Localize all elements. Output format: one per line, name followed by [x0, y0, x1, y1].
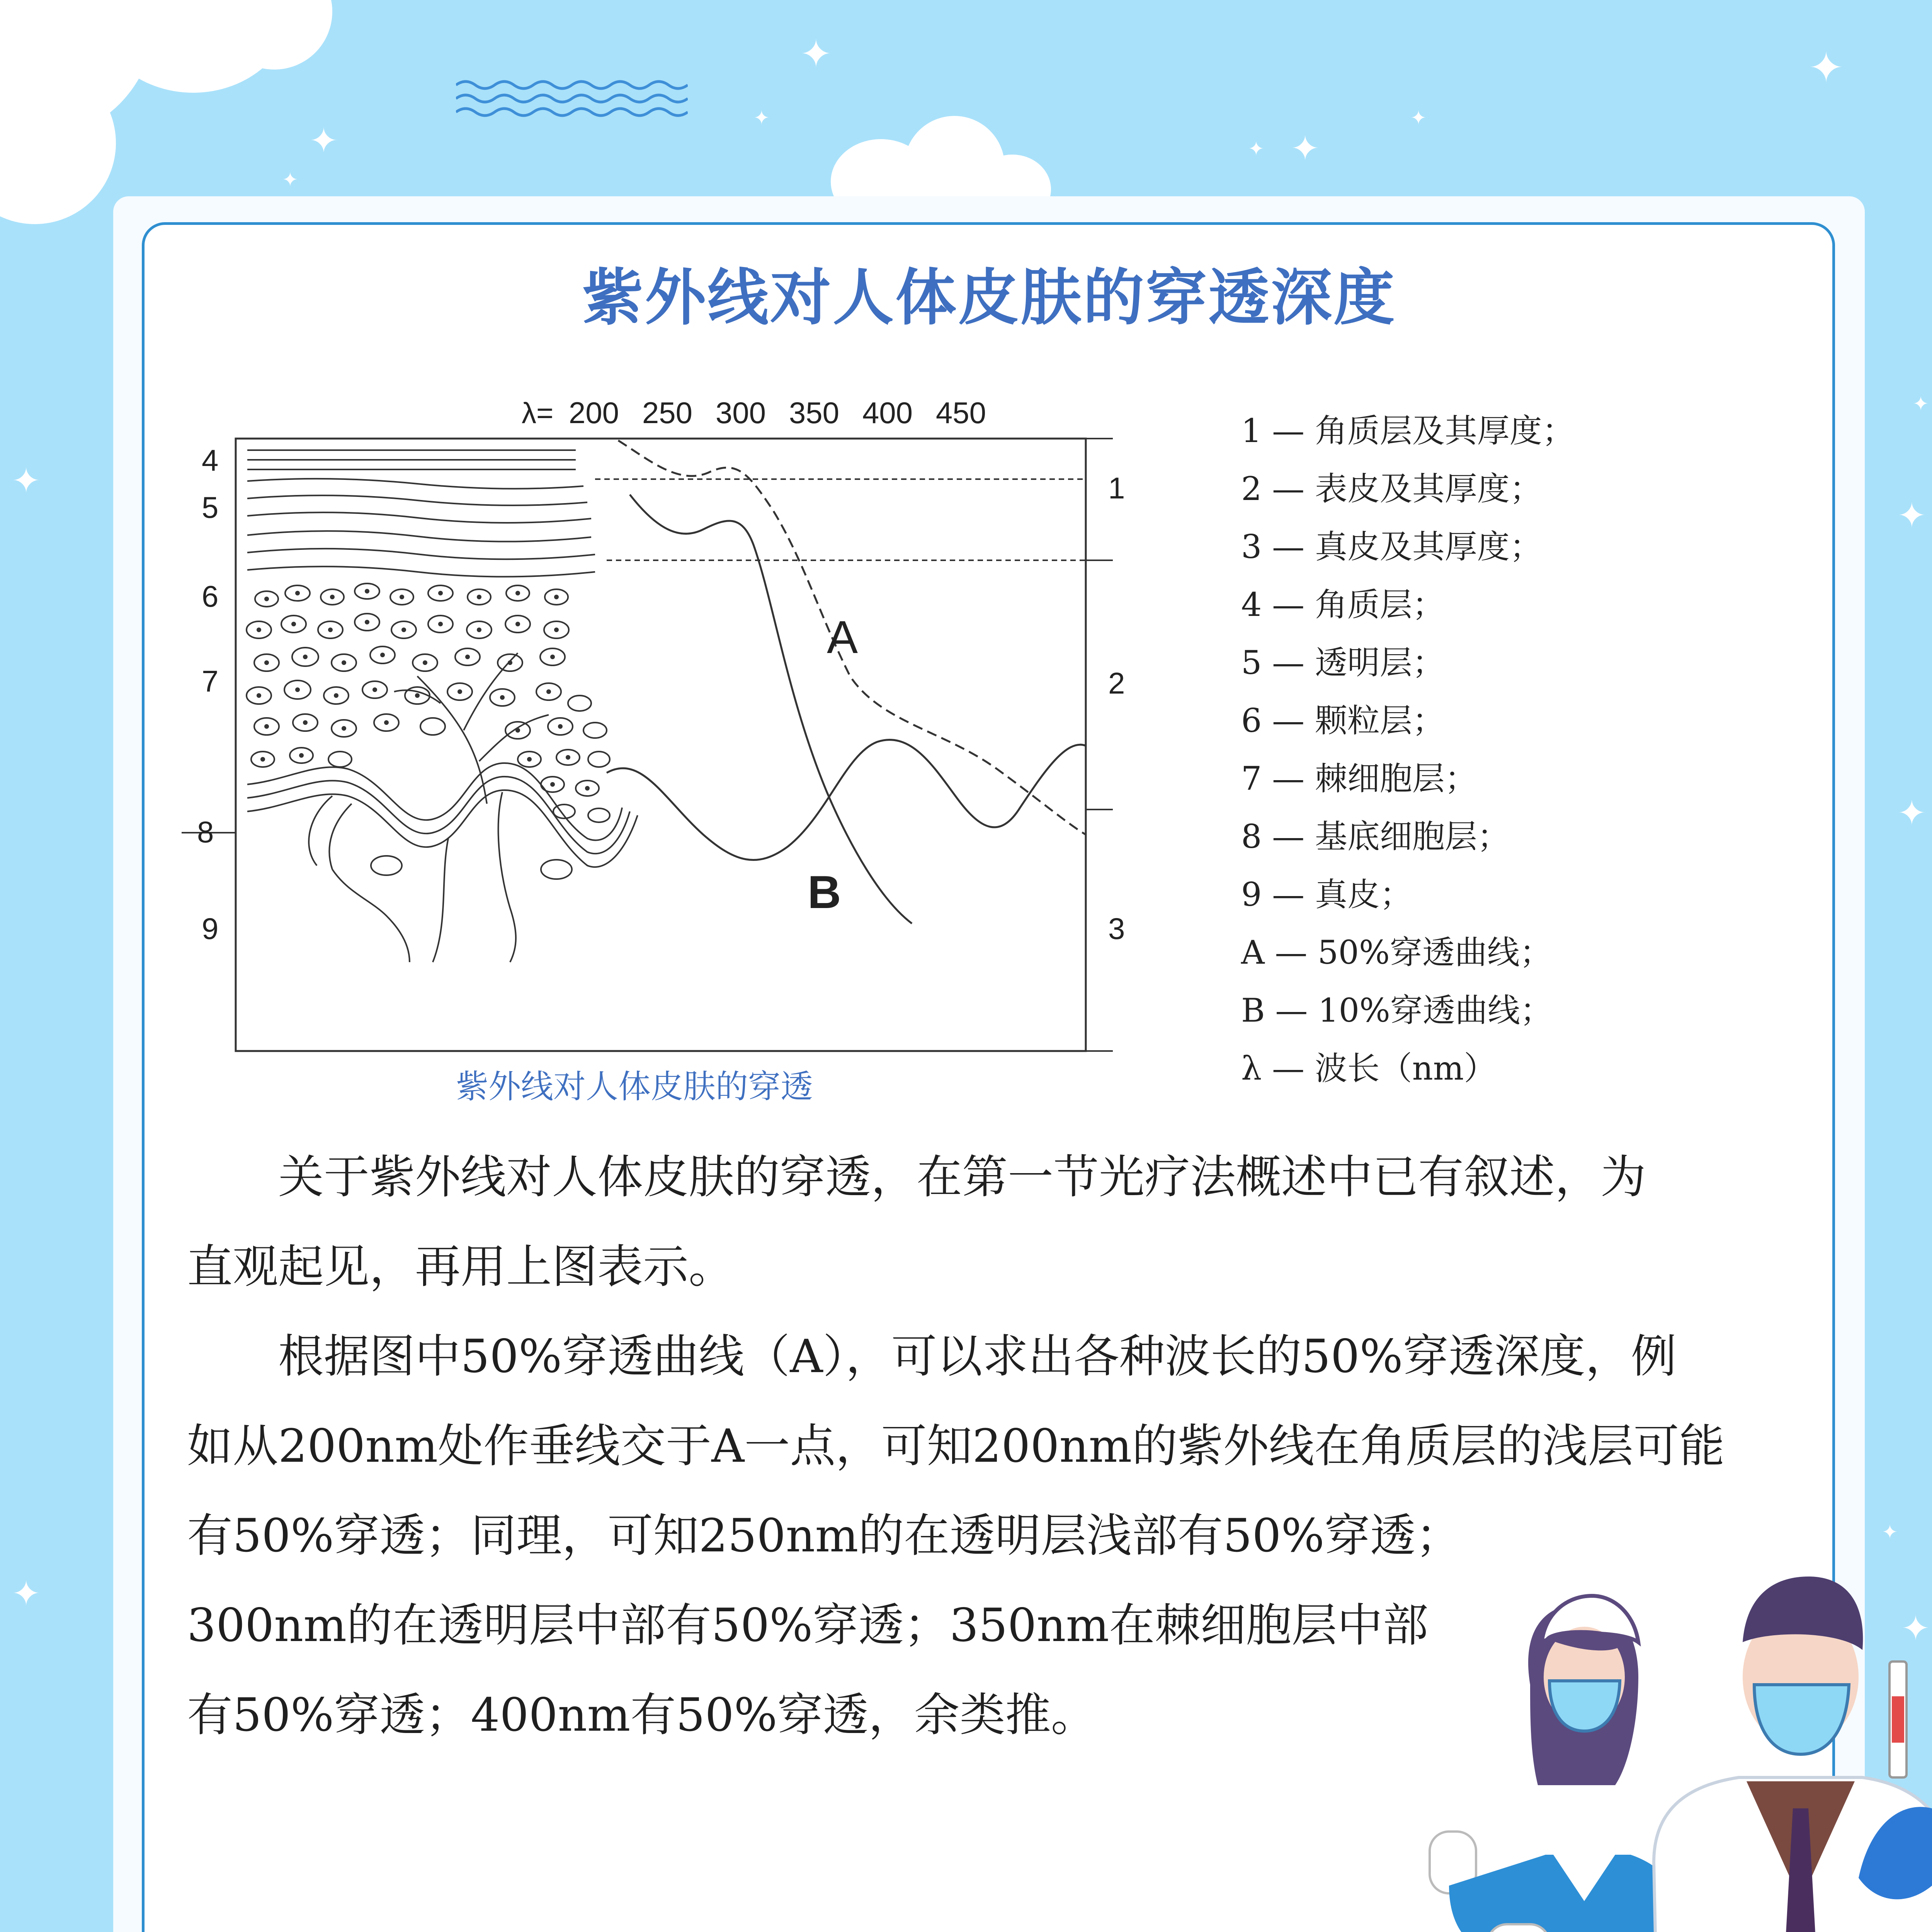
sparkle-icon: ✦: [800, 31, 832, 77]
wavelength-tick: 400: [862, 396, 913, 430]
zone-number: 3: [1108, 912, 1124, 946]
diagram-legend: [1241, 402, 1666, 1097]
wavelength-tick: 350: [789, 396, 840, 430]
paragraph-line: 根据图中50%穿透曲线（A），可以求出各种波长的50%穿透深度，例: [278, 1330, 1677, 1383]
legend-item: 4 — 角质层；: [1241, 586, 1445, 624]
curve-label-b: B: [808, 866, 841, 918]
sparkle-icon: ✦: [1913, 393, 1929, 415]
sparkle-icon: ✦: [753, 107, 770, 129]
legend-item: λ — 波长（nm）: [1241, 1049, 1497, 1087]
paragraph-line: 关于紫外线对人体皮肤的穿透，在第一节光疗法概述中已有叙述，为: [278, 1150, 1646, 1204]
sparkle-icon: ✦: [1248, 138, 1264, 160]
layer-number: 5: [202, 490, 219, 524]
wavelength-tick: 450: [935, 396, 986, 430]
medical-staff-illustration: [1383, 1515, 1932, 1932]
legend-item: 8 — 基底细胞层；: [1241, 818, 1510, 855]
curve-b-10-percent: [630, 495, 912, 923]
legend-item: 1 — 角质层及其厚度；: [1241, 412, 1575, 450]
wavelength-tick: 200: [568, 396, 619, 430]
diagram-svg: [170, 383, 1124, 1074]
doctor-figure: [1654, 1577, 1932, 1932]
sparkle-icon: ✦: [1808, 43, 1844, 92]
legend-item: 2 — 表皮及其厚度；: [1241, 470, 1542, 508]
paragraph-line: 300nm的在透明层中部有50%穿透；350nm在棘细胞层中部: [187, 1599, 1429, 1652]
sparkle-icon: ✦: [1882, 1521, 1898, 1543]
layer-lines: [247, 450, 595, 577]
page-title: 紫外线对人体皮肤的穿透深度: [582, 262, 1396, 333]
wavelength-ticks: [569, 396, 619, 430]
sparkle-icon: ✦: [12, 461, 41, 501]
wave-lines-decoration: [456, 77, 688, 120]
wavelength-tick: 250: [642, 396, 693, 430]
legend-item: 7 — 棘细胞层；: [1241, 760, 1477, 798]
wavelength-tick: 300: [715, 396, 766, 430]
layer-number: 4: [202, 443, 219, 477]
legend-item: 3 — 真皮及其厚度；: [1241, 528, 1542, 566]
sparkle-icon: ✦: [1901, 1608, 1930, 1649]
sparkle-icon: ✦: [282, 168, 298, 191]
sparkle-icon: ✦: [1410, 107, 1427, 129]
lambda-label: λ=: [522, 397, 554, 430]
basal-layer: [247, 763, 638, 867]
diagram-frame: [236, 439, 1086, 1051]
layer-number: 9: [202, 912, 219, 946]
paragraph-line: 有50%穿透；400nm有50%穿透，余类推。: [187, 1688, 1097, 1742]
paragraph-line: 如从200nm处作垂线交于A一点，可知200nm的紫外线在角质层的浅层可能: [187, 1419, 1725, 1473]
curve-label-a: A: [827, 611, 858, 663]
layer-number: 7: [202, 664, 219, 698]
sparkle-icon: ✦: [1897, 793, 1927, 833]
nerve-fibers: [394, 653, 549, 804]
layer-number: 6: [202, 579, 219, 613]
sparkle-icon: ✦: [12, 1573, 41, 1614]
dermis-structures: [309, 792, 572, 962]
zone-number: 1: [1108, 471, 1124, 505]
sparkle-icon: ✦: [1897, 495, 1927, 536]
oscillating-curve: [607, 740, 1086, 860]
sparkle-icon: ✦: [309, 121, 338, 161]
paragraph-line: 有50%穿透；同理，可知250nm的在透明层浅部有50%穿透；: [187, 1509, 1461, 1562]
legend-item: 6 — 颗粒层；: [1241, 702, 1445, 740]
sparkle-icon: ✦: [1291, 128, 1320, 169]
legend-item: A — 50%穿透曲线；: [1241, 934, 1552, 971]
legend-item: 9 — 真皮；: [1241, 876, 1412, 913]
paragraph: [187, 1132, 1794, 1311]
legend-item: 5 — 透明层；: [1241, 644, 1445, 682]
paragraph-line: 直观起见，再用上图表示。: [187, 1240, 735, 1293]
zone-number: 2: [1108, 666, 1124, 700]
legend-item: B — 10%穿透曲线；: [1241, 992, 1553, 1029]
skin-penetration-diagram: [170, 383, 1124, 1074]
layer-number: 8: [197, 815, 214, 849]
cell-nuclei: [257, 589, 590, 791]
